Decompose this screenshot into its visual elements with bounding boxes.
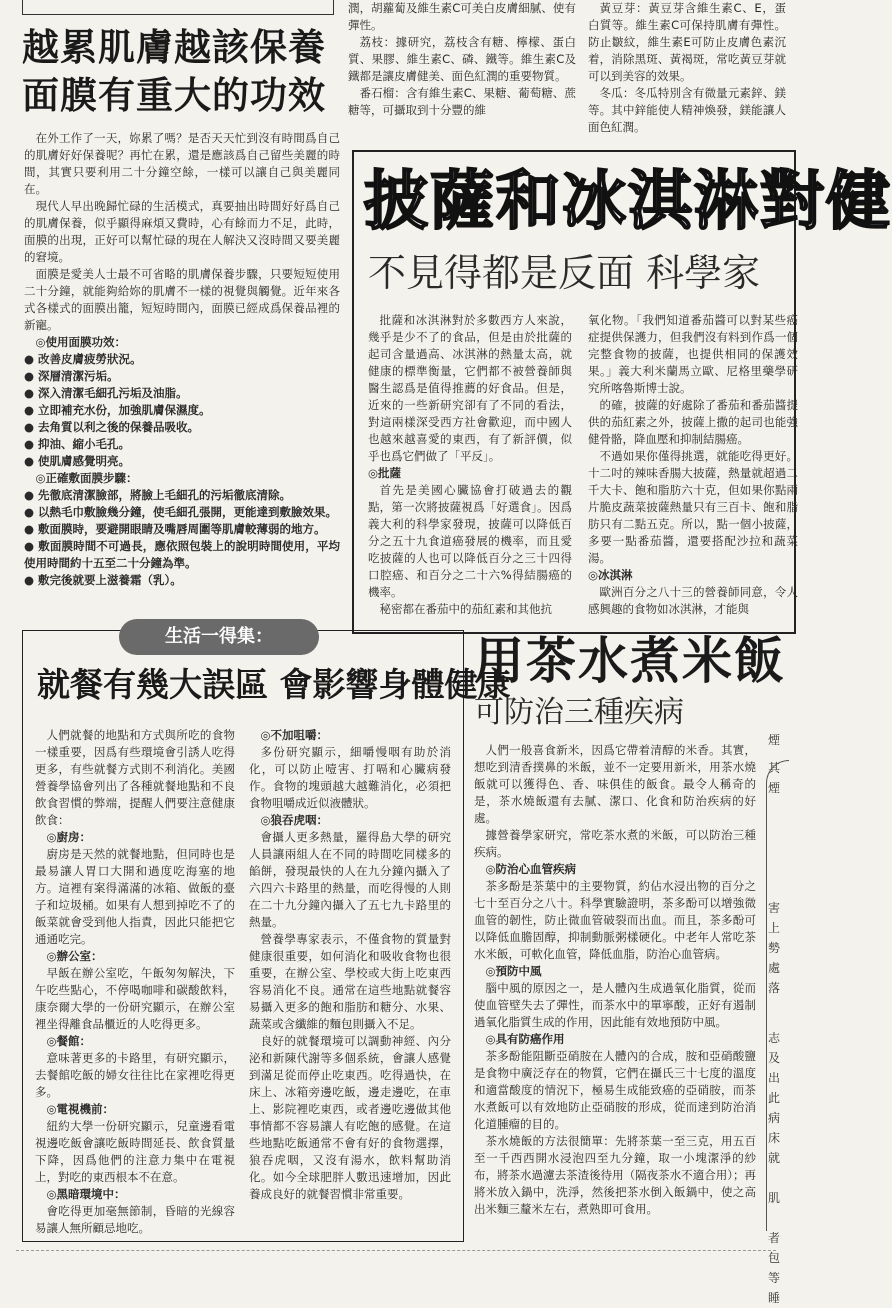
article2-para: 氧化物。「我們知道番茄醬可以對某些癌症提供保護力，但我們沒有料到作爲一個完整食物的披薩，也提供相同的保護效果。」義大利米蘭馬立歐、尼格里藥學研究所喀魯斯博士說。	[588, 313, 798, 395]
article3-heading: ◎ 黑暗環境中：	[35, 1186, 235, 1203]
edge-char: 煙	[768, 781, 781, 795]
effect-item: ● 抑油、縮小毛孔。	[24, 436, 340, 453]
effect-item: ● 改善皮膚疲勞狀況。	[24, 351, 340, 368]
article1-title-line1: 越累肌膚越該保養	[22, 26, 326, 69]
article4-subtitle: 可防治三種疾病	[474, 695, 684, 730]
effects-heading: ◎ 使用面膜功效：	[24, 334, 340, 351]
top-column-right	[588, 0, 786, 136]
edge-char: 上	[768, 921, 781, 935]
top-column-fruits	[348, 0, 576, 119]
article2-title: 披薩和冰淇淋對健	[364, 165, 892, 239]
icecream-heading: ◎ 冰淇淋	[588, 567, 798, 584]
edge-char: 出	[768, 1071, 781, 1085]
article1-para: 現代人早出晚歸忙碌的生活模式，真要抽出時間好好爲自己的肌膚保養，似乎顯得麻煩又費時，心有餘而力不足，此時，面膜的出現，正好可以幫忙碌的現在人解決又沒時間又要美麗的窘境。	[24, 199, 340, 264]
article3-col2	[249, 727, 451, 1203]
article3-heading: ◎ 狼吞虎咽：	[249, 812, 451, 829]
article2-para: 不過如果你僅得挑選，就能吃得更好。十二吋的辣味香腸大披薩，熱量就超過二千大卡、飽和脂肪六十克，但如果你點兩片脆皮蔬菜披薩熱量只有三百卡、飽和脂肪只有二點五克。所以，點一個小披薩，多要一點番茄醬，還要搭配沙拉和蔬菜湯。	[588, 449, 798, 565]
edge-char: 等	[768, 1271, 781, 1285]
article2-para: 首先是美國心臟協會打破過去的觀點，第一次將披薩視爲「好選食」。因爲義大利的科學家發現，披薩可以降低百分之五十九食道癌發展的機率，而且愛吃披薩的人也可以降低百分之三十四得口腔癌、和百分之二十六%得結腸癌的機率。	[368, 483, 572, 599]
article3-para: 多份研究顯示，細嚼慢咽有助於消化，可以防止噎害、打嗝和心臟病發作。食物的塊頭越大越難消化，必須把食物咀嚼成近似液體狀。	[249, 745, 451, 810]
edge-char: 此	[768, 1091, 781, 1105]
article4-heading: ◎ 具有防癌作用	[474, 1031, 756, 1048]
article3-para: 紐約大學一份研究顯示，兒童邊看電視邊吃飯會讓吃飯時間延長、飲食質量下降，因爲他們的注意力集中在電視上，對吃的東西根本不在意。	[35, 1119, 235, 1184]
edge-char: 病	[768, 1111, 781, 1125]
edge-char: 落	[768, 981, 781, 995]
article3-para: 會吃得更加毫無節制，昏暗的光線容易讓人無所顧忌地吃。	[35, 1204, 235, 1235]
fruit-text: 番石榴：含有維生素C、果糖、葡萄糖、蔗糖等，可攝取到十分豐的維	[348, 86, 576, 117]
pizza-heading: ◎ 批薩	[368, 465, 572, 482]
steps-heading: ◎ 正確敷面膜步驟：	[24, 470, 340, 487]
article3-col1	[35, 727, 235, 1237]
article2-frame	[352, 150, 892, 634]
step-item: ● 敷完後就要上滋養霜（乳）。	[24, 572, 340, 589]
article4-para: 茶多酚是茶葉中的主要物質，約佔水浸出物的百分之七十至百分之八十。科學實驗證明，茶多酚可以增強微血管的韌性，防止微血管破裂而出血。而且，茶多酚可以降低血膽固醇，抑制動脈粥樣硬化。中老年人常吃茶水米飯，可軟化血管，降低血脂，防治心血管病。	[474, 879, 756, 961]
article3-para: 廚房是天然的就餐地點，但同時也是最易讓人胃口大開和過度吃海塞的地方。這裡有案得滿滿的冰箱、做飯的臺子和垃圾桶。如果有人想到掉吃不了的飯菜就會受到他人指責，因此只能把它通通吃完。	[35, 847, 235, 946]
article3-frame	[22, 626, 511, 1242]
edge-char: 睡	[768, 1291, 781, 1305]
edge-char: 肌	[768, 1191, 781, 1205]
article3-para: 營養學專家表示，不僅食物的質量對健康很重要，如何消化和吸收食物也很重要，在辦公室、學校或大街上吃東西容易消化不良。通常在這些地點就餐容易攝入更多的飽和脂肪和糖分、水果、蔬菜或含纖維的麵包則攝入不足。	[249, 932, 451, 1031]
edge-char: 煙	[768, 733, 781, 747]
article4-heading: ◎ 預防中風	[474, 963, 756, 980]
article1-para: 面膜是愛美人士最不可省略的肌膚保養步驟，只要短短使用二十分鐘，就能夠給妳的肌膚不一樣的視覺與觸覺。近年來各式各樣式的面膜出籠，短短時間內，面膜已經成爲保養品裡的新寵。	[24, 267, 340, 332]
article2-subtitle: 不見得都是反面 科學家	[368, 251, 761, 295]
article2-col2	[588, 312, 798, 618]
article4-heading: ◎ 防治心血管疾病	[474, 861, 756, 878]
edge-char: 及	[768, 1051, 781, 1065]
effect-item: ● 深入清潔毛細孔污垢及油脂。	[24, 385, 340, 402]
article3-heading: ◎ 廚房：	[35, 829, 235, 846]
article2-para: 的確，披薩的好處除了番茄和番茄醬提供的茄紅素之外，披薩上撒的起司也能強健骨骼，降血壓和抑制結腸癌。	[588, 398, 798, 446]
article2-para: 秘密都在番茄中的茄紅素和其他抗	[379, 602, 552, 616]
cut-line	[16, 1250, 776, 1251]
article1-body	[24, 130, 340, 589]
article4-para: 茶水燒飯的方法很簡單：先將茶葉一至三克，用五百至一千西西開水浸泡四至九分鐘，取一小塊潔淨的紗布，將茶水過濾去茶渣後待用（隔夜茶水不適合用）；再將米放入鍋中，洗淨，然後把茶水倒入飯鍋中，使之高出米麵三釐米左右，煮熟即可食用。	[474, 1134, 756, 1216]
article2-col1	[368, 312, 572, 618]
article4-para: 人們一般喜食新米，因爲它帶着清醇的米香。其實，想吃到清香撲鼻的米飯，並不一定要用新米，用茶水燒飯就可以獲得色、香、味俱佳的飯食。最令人稱奇的是，茶水燒飯還有去膩、潔口、化食和防治疾病的好處。	[474, 743, 756, 825]
edge-char: 害	[768, 901, 781, 915]
article3-para: 早飯在辦公室吃，午飯匆匆解決，下午吃些點心，不停喝咖啡和碳酸飲料，康奈爾大學的一份研究顯示，在辦公室裡坐得離食品櫃近的人吃得更多。	[35, 966, 235, 1031]
article3-heading: ◎ 電視機前：	[35, 1101, 235, 1118]
effect-item: ● 去角質以利之後的保養品吸收。	[24, 419, 340, 436]
effect-item: ● 立即補充水份，加強肌膚保濕度。	[24, 402, 340, 419]
article4-para: 據營養學家研究，常吃茶水煮的米飯，可以防治三種疾病。	[474, 828, 756, 859]
right-edge-box	[766, 760, 789, 1231]
edge-char: 勢	[768, 941, 781, 955]
article1-title-line2: 面膜有重大的功效	[22, 74, 326, 117]
edge-char: 者	[768, 1231, 781, 1245]
edge-char: 其	[768, 761, 781, 775]
top-box-fragment	[22, 0, 334, 15]
edge-char: 志	[768, 1031, 781, 1045]
article4-title: 用茶水煮米飯	[474, 632, 786, 690]
article2-para: 批薩和冰淇淋對於多數西方人來說，幾乎是少不了的食品，但是由於批薩的起司含量過高、冰淇淋的熱量太高，就健康的標準衡量，它們都不被營養師與醫生認爲是值得推薦的好食品。但是，近來的一些新研究卻有了不同的看法，對這兩樣深受西方社會歡迎，而中國人也越來越喜愛的東西，有了新評價，似乎也爲它們做了「平反」。	[368, 313, 572, 463]
article4-para: 腦中風的原因之一，是人體內生成過氧化脂質，從而使血管壁失去了彈性，而茶水中的單寧酸，正好有遏制過氧化脂質生成的作用，因此能有效地預防中風。	[474, 981, 756, 1029]
edge-char: 床	[768, 1131, 781, 1145]
article3-heading: ◎ 餐館：	[35, 1033, 235, 1050]
fruit-text: 荔枝：據研究，荔枝含有糖、檸檬、蛋白質、果膠、維生素C、磷、鐵等。維生素C及鐵都是讓皮膚健美、面色紅潤的重要物質。	[348, 35, 576, 83]
step-item: ● 敷面膜時，要避開眼睛及嘴唇周圍等肌膚較薄弱的地方。	[24, 521, 340, 538]
article1-para: 在外工作了一天，妳累了嗎？是否天天忙到沒有時間爲自己的肌膚好好保養呢？再忙在累，還是應該爲自己留些美麗的時間，其實只要利用二十分鐘空餘，一樣可以讓自己與美麗同在。	[24, 131, 340, 196]
edge-char: 包	[768, 1251, 781, 1265]
edge-char: 就	[768, 1151, 781, 1165]
veg-text: 黃豆芽：黃豆芽含維生素C、E，蛋白質等。維生素C可保持肌膚有彈性。防止皺紋，維生素E可防止皮膚色素沉着，消除黑斑、黃褐斑，常吃黃豆芽就可以到美容的效果。	[588, 1, 786, 83]
effect-item: ● 深層清潔污垢。	[24, 368, 340, 385]
step-item: ● 先徹底清潔臉部，將臉上毛細孔的污垢徹底清除。	[24, 487, 340, 504]
article3-heading: ◎ 不加咀嚼：	[249, 727, 451, 744]
effect-item: ● 使肌膚感覺明亮。	[24, 453, 340, 470]
article-face-mask-title	[22, 24, 342, 120]
fruit-text: 潤，胡蘿蔔及維生素C可美白皮膚細膩、使有彈性。	[348, 1, 576, 32]
veg-text: 冬瓜：冬瓜特別含有微量元素鋅、鎂等。其中鋅能使人精神煥發，鎂能讓人面色紅潤。	[588, 86, 786, 134]
article4-body	[474, 742, 756, 1218]
step-item: ● 敷面膜時間不可過長，應依照包裝上的說明時間使用，平均使用時間約十五至二十分鐘為準。	[24, 538, 340, 572]
edge-char: 處	[768, 961, 781, 975]
article3-para: 人們就餐的地點和方式與所吃的食物一樣重要，因爲有些環境會引誘人吃得更多，有些就餐方式則不利消化。美國營養學協會列出了各種就餐地點和不良飲食習慣的弊端，提醒人們要注意健康飲食：	[35, 728, 235, 827]
article3-heading: ◎ 辦公室：	[35, 948, 235, 965]
article3-title: 就餐有幾大誤區 會影響身體健康	[37, 665, 511, 704]
step-item: ● 以熱毛巾敷臉幾分鐘，使毛細孔張開，更能達到敷臉效果。	[24, 504, 340, 521]
article4	[474, 630, 786, 1218]
article4-para: 茶多酚能阻斷亞硝胺在人體內的合成，胺和亞硝酸鹽是食物中廣泛存在的物質，它們在攝氏三十七度的溫度和適當酸度的情況下，極易生成能致癌的亞硝胺，而茶水煮飯可以有效地防止亞硝胺的形成，從而達到防治消化道腫瘤的目的。	[474, 1049, 756, 1131]
article2-para: 歐洲百分之八十三的營養師同意，令人感興趣的食物如冰淇淋，才能與	[588, 585, 798, 616]
article3-para: 良好的就餐環境可以調動神經、內分泌和新陳代謝等多個系統，會讓人感覺到滿足從而停止吃東西。吃得過快，在床上、冰箱旁邊吃飯，邊走邊吃，在車上、影院裡吃東西，或者邊吃邊做其他事情都不容易讓人有吃飽的感覺。在這些地點吃飯通常不會有好的食物選擇，狼吞虎咽，又沒有湯水，飲料幫助消化。如今全球肥胖人數迅速增加，因此養成良好的就餐習慣非常重要。	[249, 1034, 451, 1201]
article3-banner: 生活一得集：	[119, 619, 319, 655]
article3-para: 會攝人更多熱量，羅得島大學的研究人員讓兩組人在不同的時間吃同樣多的餡餅，發現最快的人在九分鐘內攝入了六四六卡路里的熱量，而吃得慢的人則在二十九分鐘內攝入了五七九卡路里的熱量。	[249, 830, 451, 929]
article3-para: 意味著更多的卡路里，有研究顯示，去餐館吃飯的婦女往往比在家裡吃得更多。	[35, 1051, 235, 1099]
